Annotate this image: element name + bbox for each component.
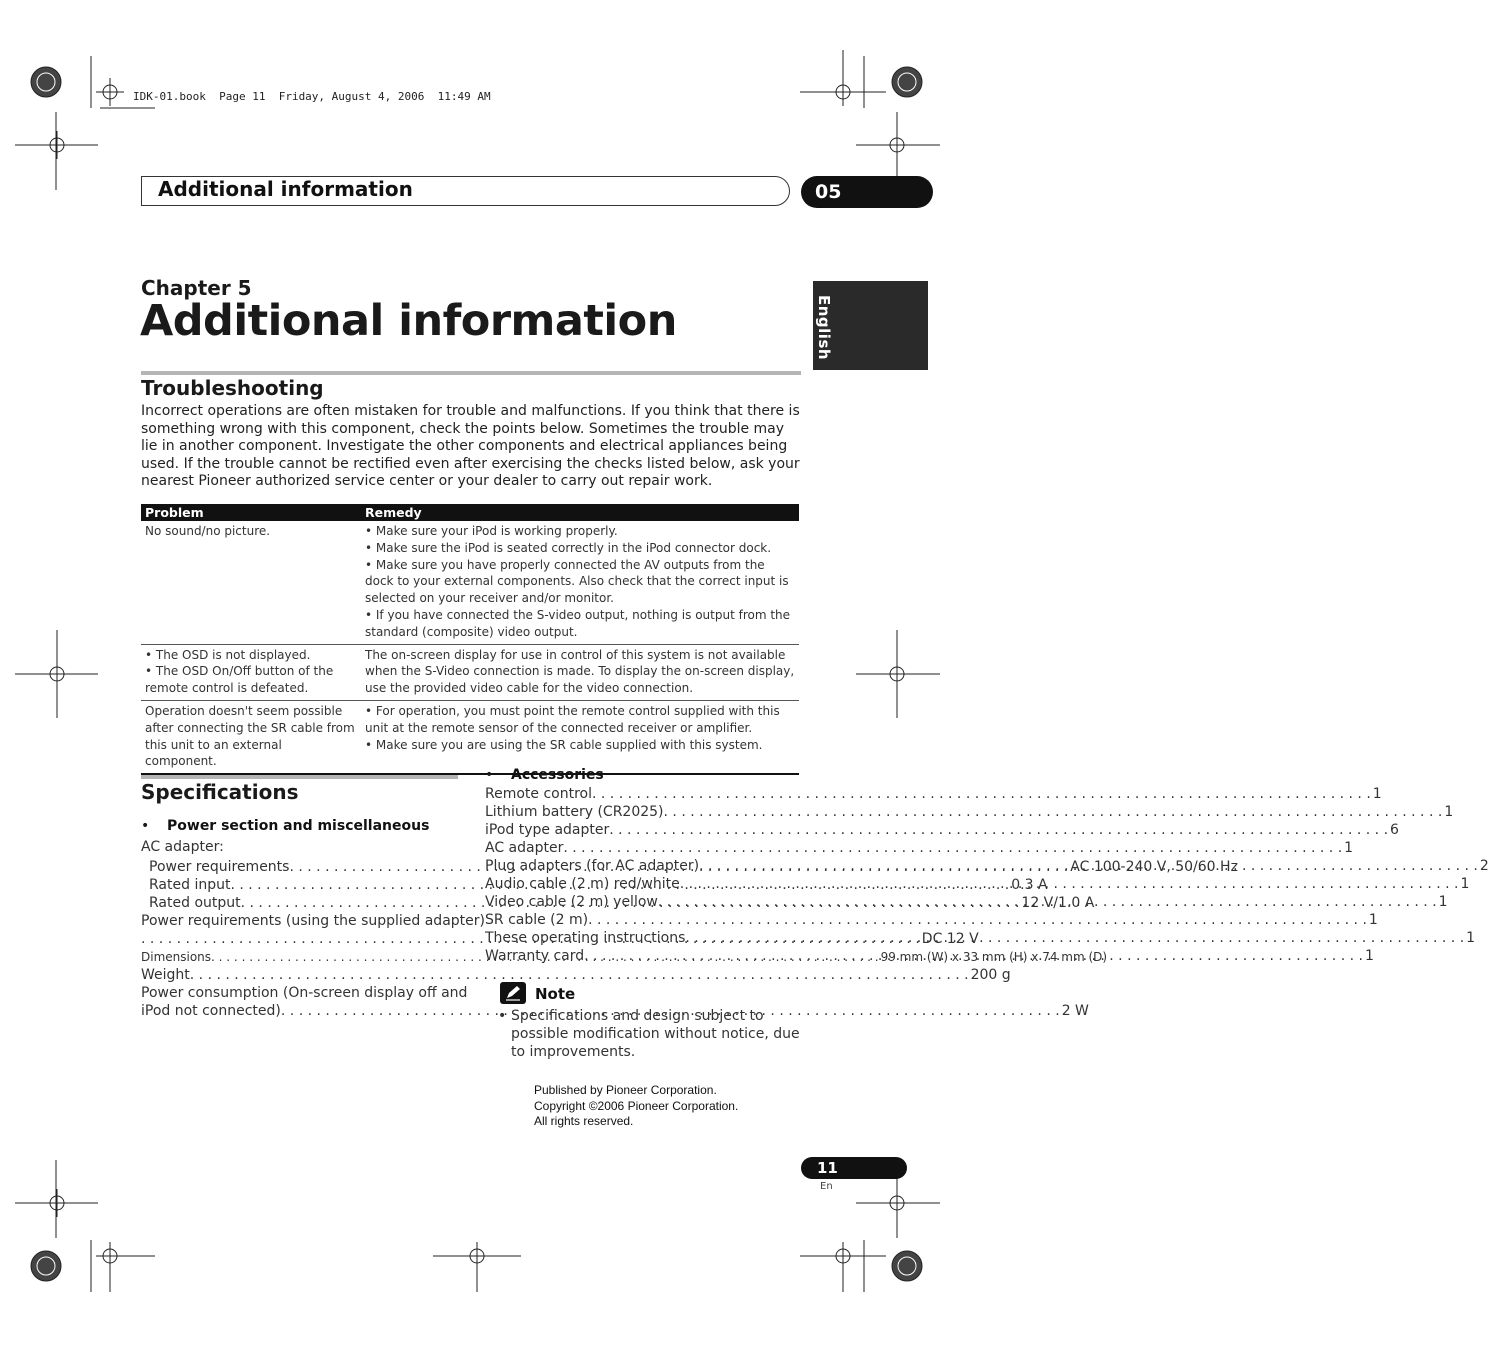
column-header-problem: Problem bbox=[141, 504, 361, 521]
problem-cell bbox=[141, 644, 361, 700]
page-language: En bbox=[820, 1181, 833, 1192]
leader-dots bbox=[588, 911, 1367, 929]
rights-line: All rights reserved. bbox=[534, 1114, 634, 1128]
spec-label: Rated input bbox=[149, 877, 231, 893]
running-header-title: Additional information bbox=[158, 177, 413, 201]
note-text bbox=[498, 1007, 811, 1061]
spec-value: 12 V/1.0 A bbox=[1021, 895, 1095, 911]
accessory-label: Remote control bbox=[485, 786, 592, 802]
supplied-adapter-label: Power requirements (using the supplied adapter) bbox=[141, 913, 485, 929]
problem-text: • The OSD On/Off button of the remote control is defeated. bbox=[145, 664, 334, 696]
page-title: Additional information bbox=[140, 296, 677, 346]
list-item bbox=[485, 803, 1454, 821]
spec-value: 2 W bbox=[1061, 1003, 1089, 1019]
accessory-qty: 1 bbox=[1438, 894, 1448, 910]
leader-dots bbox=[584, 947, 1363, 965]
spec-value: 99 mm (W) x 33 mm (H) x 74 mm (D) bbox=[880, 950, 1108, 964]
language-tab bbox=[813, 281, 928, 370]
accessory-label: AC adapter bbox=[485, 840, 564, 856]
problem-text: • The OSD is not displayed. bbox=[145, 647, 311, 662]
leader-dots bbox=[563, 839, 1342, 857]
spec-value: 200 g bbox=[970, 967, 1011, 983]
list-item bbox=[485, 911, 1378, 929]
spec-value: DC 12 V bbox=[921, 931, 979, 947]
accessory-label: iPod type adapter bbox=[485, 822, 610, 838]
spec-label: Dimensions bbox=[141, 950, 212, 964]
remedy-cell bbox=[361, 644, 799, 700]
publisher-line: Published by Pioneer Corporation. bbox=[534, 1083, 717, 1097]
accessory-qty: 1 bbox=[1460, 876, 1470, 892]
accessories-label: Accessories bbox=[511, 767, 604, 783]
accessory-label: These operating instructions bbox=[485, 930, 686, 946]
column-header-remedy: Remedy bbox=[361, 504, 799, 521]
accessory-qty: 1 bbox=[1368, 912, 1378, 928]
chapter-number-tab: 05 bbox=[801, 176, 933, 208]
table-header-row bbox=[141, 504, 799, 521]
section-rule bbox=[141, 371, 801, 375]
print-slug: IDK-01.book Page 11 Friday, August 4, 2006 11:49 AM bbox=[133, 90, 491, 103]
spec-value: 0.3 A bbox=[1011, 877, 1048, 893]
troubleshooting-heading: Troubleshooting bbox=[141, 376, 324, 400]
remedy-text: • For operation, you must point the remote control supplied with this unit at the remote sensor of the connected receiver or amplifier. bbox=[365, 703, 780, 735]
spec-row bbox=[141, 1002, 1089, 1020]
remedy-text: The on-screen display for use in control of this system is not available when the S-Video connection is made. To display the on-screen display, use the provided video cable for the video connection. bbox=[365, 647, 795, 696]
section-rule bbox=[141, 775, 458, 779]
specifications-heading: Specifications bbox=[141, 780, 299, 804]
problem-cell bbox=[141, 521, 361, 644]
leader-dots bbox=[664, 803, 1443, 821]
chapter-label: Chapter 5 bbox=[141, 276, 252, 300]
remedy-text: • If you have connected the S-video output, nothing is output from the standard (composite) video output. bbox=[365, 607, 791, 639]
language-tab-label: English bbox=[815, 295, 833, 361]
troubleshooting-intro: Incorrect operations are often mistaken for trouble and malfunctions. If you think that there is something wrong with this component, check the points below. Sometimes the trouble may lie in another component. Investigate the other components and electrical appliances being used. If the trouble cannot be rectified even after exercising the checks listed below, ask your nearest Pioneer authorized service center or your dealer to carry out repair work. bbox=[141, 403, 800, 490]
publisher-info bbox=[534, 1083, 738, 1130]
leader-dots bbox=[699, 857, 1478, 875]
table-row bbox=[141, 521, 799, 644]
table-row bbox=[141, 700, 799, 774]
accessory-label: Audio cable (2 m) red/white bbox=[485, 876, 680, 892]
accessories-heading bbox=[485, 767, 604, 783]
accessory-qty: 1 bbox=[1372, 786, 1382, 802]
spec-label: iPod not connected) bbox=[141, 1003, 281, 1019]
accessory-label: Warranty card bbox=[485, 948, 585, 964]
spec-value: AC 100-240 V, 50/60 Hz bbox=[1070, 859, 1238, 875]
remedy-cell bbox=[361, 700, 799, 774]
troubleshooting-table bbox=[141, 504, 799, 775]
accessory-label: Plug adapters (for AC adapter) bbox=[485, 858, 700, 874]
leader-dots bbox=[658, 893, 1437, 911]
problem-text: Operation doesn't seem possible after connecting the SR cable from this unit to an external component. bbox=[145, 703, 355, 769]
list-item bbox=[485, 785, 1382, 803]
consumption-label: Power consumption (On-screen display off and bbox=[141, 985, 468, 1001]
note-body: Specifications and design subject to possible modification without notice, due to improvements. bbox=[511, 1008, 800, 1060]
spec-row bbox=[141, 966, 1011, 984]
problem-cell bbox=[141, 700, 361, 774]
note-label: Note bbox=[535, 985, 576, 1003]
remedy-text: • Make sure you are using the SR cable supplied with this system. bbox=[365, 737, 763, 752]
accessory-qty: 6 bbox=[1390, 822, 1399, 838]
accessory-qty: 1 bbox=[1344, 840, 1354, 856]
leader-dots bbox=[190, 966, 969, 984]
bullet: • bbox=[485, 767, 494, 783]
spec-label: Weight bbox=[141, 967, 190, 983]
spec-label: Power requirements bbox=[149, 859, 290, 875]
accessory-qty: 1 bbox=[1364, 948, 1374, 964]
remedy-text: • Make sure your iPod is working properly. bbox=[365, 524, 618, 538]
page-number-tab: 11 bbox=[801, 1157, 907, 1179]
spec-label: Rated output bbox=[149, 895, 241, 911]
list-item bbox=[485, 839, 1354, 857]
copyright-line: Copyright ©2006 Pioneer Corporation. bbox=[534, 1098, 739, 1113]
power-section-heading bbox=[141, 818, 429, 834]
leader-dots bbox=[685, 929, 1464, 947]
note-pencil-icon bbox=[500, 982, 526, 1004]
bullet: • bbox=[141, 818, 150, 834]
leader-dots bbox=[609, 821, 1388, 839]
remedy-cell bbox=[361, 521, 799, 644]
remedy-text: • Make sure the iPod is seated correctly in the iPod connector dock. bbox=[365, 540, 772, 555]
leader-dots bbox=[680, 875, 1459, 893]
list-item bbox=[485, 821, 1399, 839]
accessory-qty: 1 bbox=[1466, 930, 1476, 946]
power-section-label: Power section and miscellaneous bbox=[167, 818, 430, 834]
accessory-label: Lithium battery (CR2025) bbox=[485, 804, 664, 820]
leader-dots bbox=[592, 785, 1371, 803]
problem-text: No sound/no picture. bbox=[145, 524, 271, 538]
accessory-label: Video cable (2 m) yellow bbox=[485, 894, 658, 910]
bullet: • bbox=[498, 1008, 507, 1024]
accessory-label: SR cable (2 m) bbox=[485, 912, 589, 928]
remedy-text: • Make sure you have properly connected the AV outputs from the dock to your external components. Also check that the correct input is selected on your receiver and/or monitor. bbox=[365, 557, 789, 606]
accessory-qty: 1 bbox=[1444, 804, 1454, 820]
accessory-qty: 2 bbox=[1479, 858, 1489, 874]
table-row bbox=[141, 644, 799, 700]
ac-adapter-label: AC adapter: bbox=[141, 839, 224, 855]
